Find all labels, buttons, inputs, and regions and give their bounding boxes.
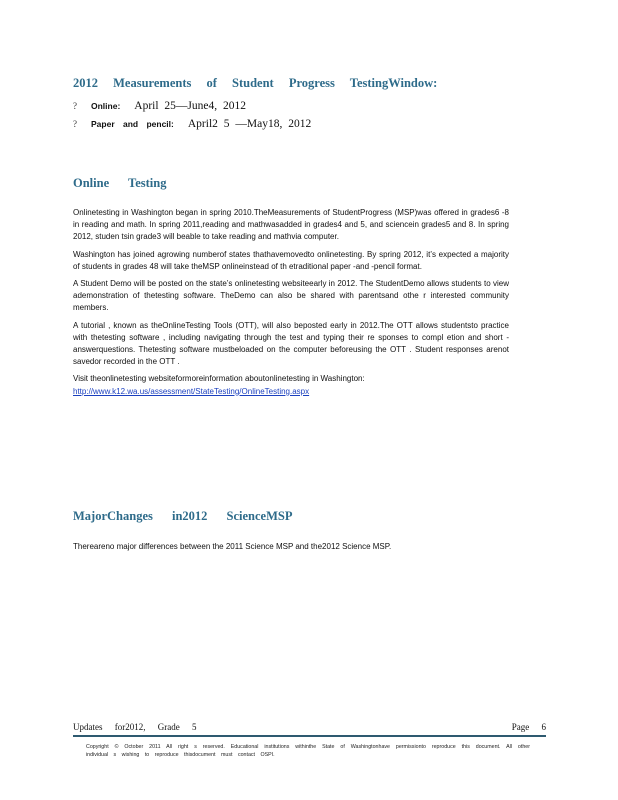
paragraph: Onlinetesting in Washington began in spring 2010.TheMeasurements of StudentProgress (MSP)was offered in grades6 -8 in reading and math. In spring 2011,reading and mathwasadded in grades4 and 5, and sciencein grades5 and 8. In spring 2012, studen tsin grade3 will beable to take reading and mathvia computer. <box>73 208 509 242</box>
bullet-glyph: ? <box>73 101 77 111</box>
paragraph: A Student Demo will be posted on the state’s onlinetesting websiteearly in 2012. The StudentDemo allows students to view ademonstration of thetesting software. TheDemo can also be shared with parentsand othe r interested community members. <box>73 279 509 313</box>
testing-window-list <box>73 100 543 136</box>
footer-divider <box>73 735 546 737</box>
footer-left: Updates for2012, Grade 5 <box>73 722 197 732</box>
paragraph: Washington has joined agrowing numberof states thathavemovedto onlinetesting. By spring 2012, it’s expected a majority of students in grades 48 will take theMSP onlineinstead of th etraditional paper -and -pencil format. <box>73 249 509 271</box>
list-item <box>73 100 543 118</box>
list-item <box>73 118 543 136</box>
online-testing-body <box>73 207 509 398</box>
bullet-value: April 25—June4, 2012 <box>134 100 247 112</box>
major-changes-heading: MajorChanges in2012 ScienceMSP <box>73 509 293 523</box>
page-footer <box>73 722 546 732</box>
testing-window-heading: 2012 Measurements of Student Progress TestingWindow: <box>73 76 438 90</box>
bullet-glyph: ? <box>73 119 77 129</box>
copyright-notice: Copyright © October 2011 All right s reserved. Educational institutions withinthe State of Washingtonhave permissionto reproduce this document. All other individual s wishing to reproduce thisdocument must contact OSPI. <box>86 744 530 758</box>
online-testing-link[interactable]: http://www.k12.wa.us/assessment/StateTesting/OnlineTesting.aspx <box>73 386 310 396</box>
bullet-value: April2 5 —May18, 2012 <box>187 118 312 130</box>
bullet-label: Paper and pencil: <box>91 119 174 129</box>
paragraph: A tutorial , known as theOnlineTesting Tools (OTT), will also beposted early in 2012.The OTT allows studentsto practice with thetesting software , including navigating through the test and typing their re sponses to compl etion and short -answerquestions. Thetesting software mustbeloaded on the computer beforeusing the OTT . Student responses arenot savedor recorded in the OTT . <box>73 320 509 367</box>
page-number: Page 6 <box>511 722 546 732</box>
paragraph: Visit theonlinetesting websiteformoreinformation aboutonlinetesting in Washington: <box>73 374 365 384</box>
paragraph: Thereareno major differences between the 2011 Science MSP and the2012 Science MSP. <box>73 542 392 551</box>
major-changes-body <box>73 541 509 558</box>
bullet-label: Online: <box>91 101 121 111</box>
online-testing-heading: Online Testing <box>73 176 167 190</box>
